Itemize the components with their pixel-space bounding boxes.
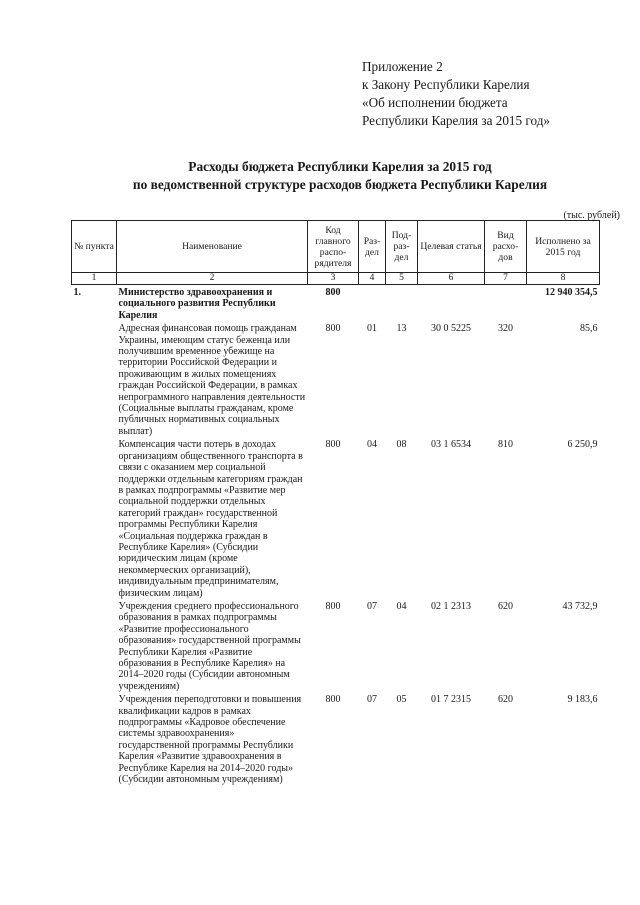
row-name: Учреждения среднего профессионального образования в рамках подпрограммы «Развитие профессионального образования» государственной программы Республики Карелия «Развитие образования в Республике Карелия» на 2014–2020 годы (Субсидии автономным учреждениям): [118, 600, 301, 692]
row-section: 07: [367, 694, 377, 706]
row-code: 800: [325, 600, 341, 612]
table-row: [72, 437, 600, 599]
col-number: 6: [418, 273, 485, 285]
title-line-2: по ведомственной структуре расходов бюджета Республики Карелия: [132, 177, 548, 192]
header-type: Вид расхо-дов: [485, 221, 527, 273]
header-code: Код главного распо-рядителя: [308, 221, 359, 273]
row-article: 30 0 5225: [431, 323, 471, 335]
units-label: (тыс. рублей): [563, 210, 620, 221]
table-row: [72, 321, 600, 437]
title-line-1: Расходы бюджета Республики Карелия за 2015 год: [188, 159, 492, 174]
row-name: Адресная финансовая помощь гражданам Украины, имеющим статус беженца или получившим временное убежище на территории Российской Федерации и проживающим в жилых помещениях граждан Российской Федерации, в рамках непрограммного направления деятельности (Социальные выплаты гражданам, кроме публичных нормативных социальных выплат): [118, 323, 306, 437]
row-num: [72, 437, 117, 599]
row-amount: 9 183,6: [567, 694, 598, 706]
row-subsection: [386, 285, 418, 322]
row-type: 320: [498, 323, 513, 335]
col-number: 1: [72, 273, 117, 285]
header-name: Наименование: [117, 221, 308, 273]
row-article: 02 1 2313: [431, 600, 471, 612]
col-number: 2: [117, 273, 308, 285]
row-type: 810: [498, 439, 513, 451]
row-num: [72, 692, 117, 785]
col-number: 3: [308, 273, 359, 285]
row-amount: 12 940 354,5: [545, 287, 598, 298]
row-article: 01 7 2315: [431, 694, 471, 706]
document-title: [60, 158, 620, 194]
row-section: 07: [367, 600, 377, 612]
column-number-row: [72, 273, 600, 285]
expenditure-table: [71, 220, 600, 785]
row-article: 03 1 6534: [431, 439, 471, 451]
header-article: Целевая статья: [418, 221, 485, 273]
row-subsection: 05: [396, 694, 407, 706]
row-subsection: 13: [396, 323, 407, 335]
appendix-line: Приложение 2: [362, 59, 443, 74]
col-number: 7: [485, 273, 527, 285]
col-number: 8: [527, 273, 600, 285]
row-code: 800: [325, 287, 341, 298]
col-number: 4: [359, 273, 386, 285]
appendix-line: «Об исполнении бюджета: [362, 95, 508, 110]
row-type: 620: [498, 694, 513, 706]
table-body: [72, 285, 600, 786]
col-number: 5: [386, 273, 418, 285]
row-name: Министерство здравоохранения и социального развития Республики Карелия: [118, 287, 276, 321]
row-section: 04: [367, 439, 377, 451]
row-amount: 85,6: [580, 323, 598, 335]
table-row-ministry: [72, 285, 600, 322]
row-section: [359, 285, 386, 322]
row-num: [72, 599, 117, 692]
row-name: Учреждения переподготовки и повышения квалификации кадров в рамках подпрограммы «Кадровое обеспечение системы здравоохранения» государственной программы Республики Карелия «Развитие здравоохранения в Республике Карелия на 2014–2020 годы» (Субсидии автономным учреждениям): [118, 694, 302, 786]
header-executed: Исполнено за 2015 год: [527, 221, 600, 273]
header-num: № пункта: [72, 221, 117, 273]
header-subsection: Под-раз-дел: [386, 221, 418, 273]
appendix-line: к Закону Республики Карелия: [362, 77, 530, 92]
row-section: 01: [367, 323, 377, 335]
row-num: 1.: [73, 287, 81, 298]
row-num: [72, 321, 117, 437]
row-subsection: 08: [396, 439, 407, 451]
row-code: 800: [325, 439, 341, 451]
row-subsection: 04: [396, 600, 407, 612]
row-amount: 6 250,9: [567, 439, 598, 451]
row-name: Компенсация части потерь в доходах организациям общественного транспорта в связи с оказанием мер социальной поддержки отдельным категориям граждан в рамках подпрограммы «Развитие мер социальной поддержки отдельных категорий граждан» государственной программы Республики Карелия «Социальная поддержка граждан в Республике Карелия» (Субсидии юридическим лицам (кроме некоммерческих организаций), индивидуальным предпринимателям, физическим лицам): [118, 439, 303, 599]
table-row: [72, 692, 600, 785]
row-code: 800: [325, 694, 341, 706]
table-row: [72, 599, 600, 692]
row-article: [418, 285, 485, 322]
appendix-line: Республики Карелия за 2015 год»: [362, 113, 551, 128]
row-type: 620: [498, 600, 513, 612]
table-header: [72, 221, 600, 285]
header-section: Раз-дел: [359, 221, 386, 273]
appendix-block: [362, 58, 550, 130]
row-type: [485, 285, 527, 322]
row-code: 800: [325, 323, 341, 335]
row-amount: 43 732,9: [562, 600, 598, 612]
